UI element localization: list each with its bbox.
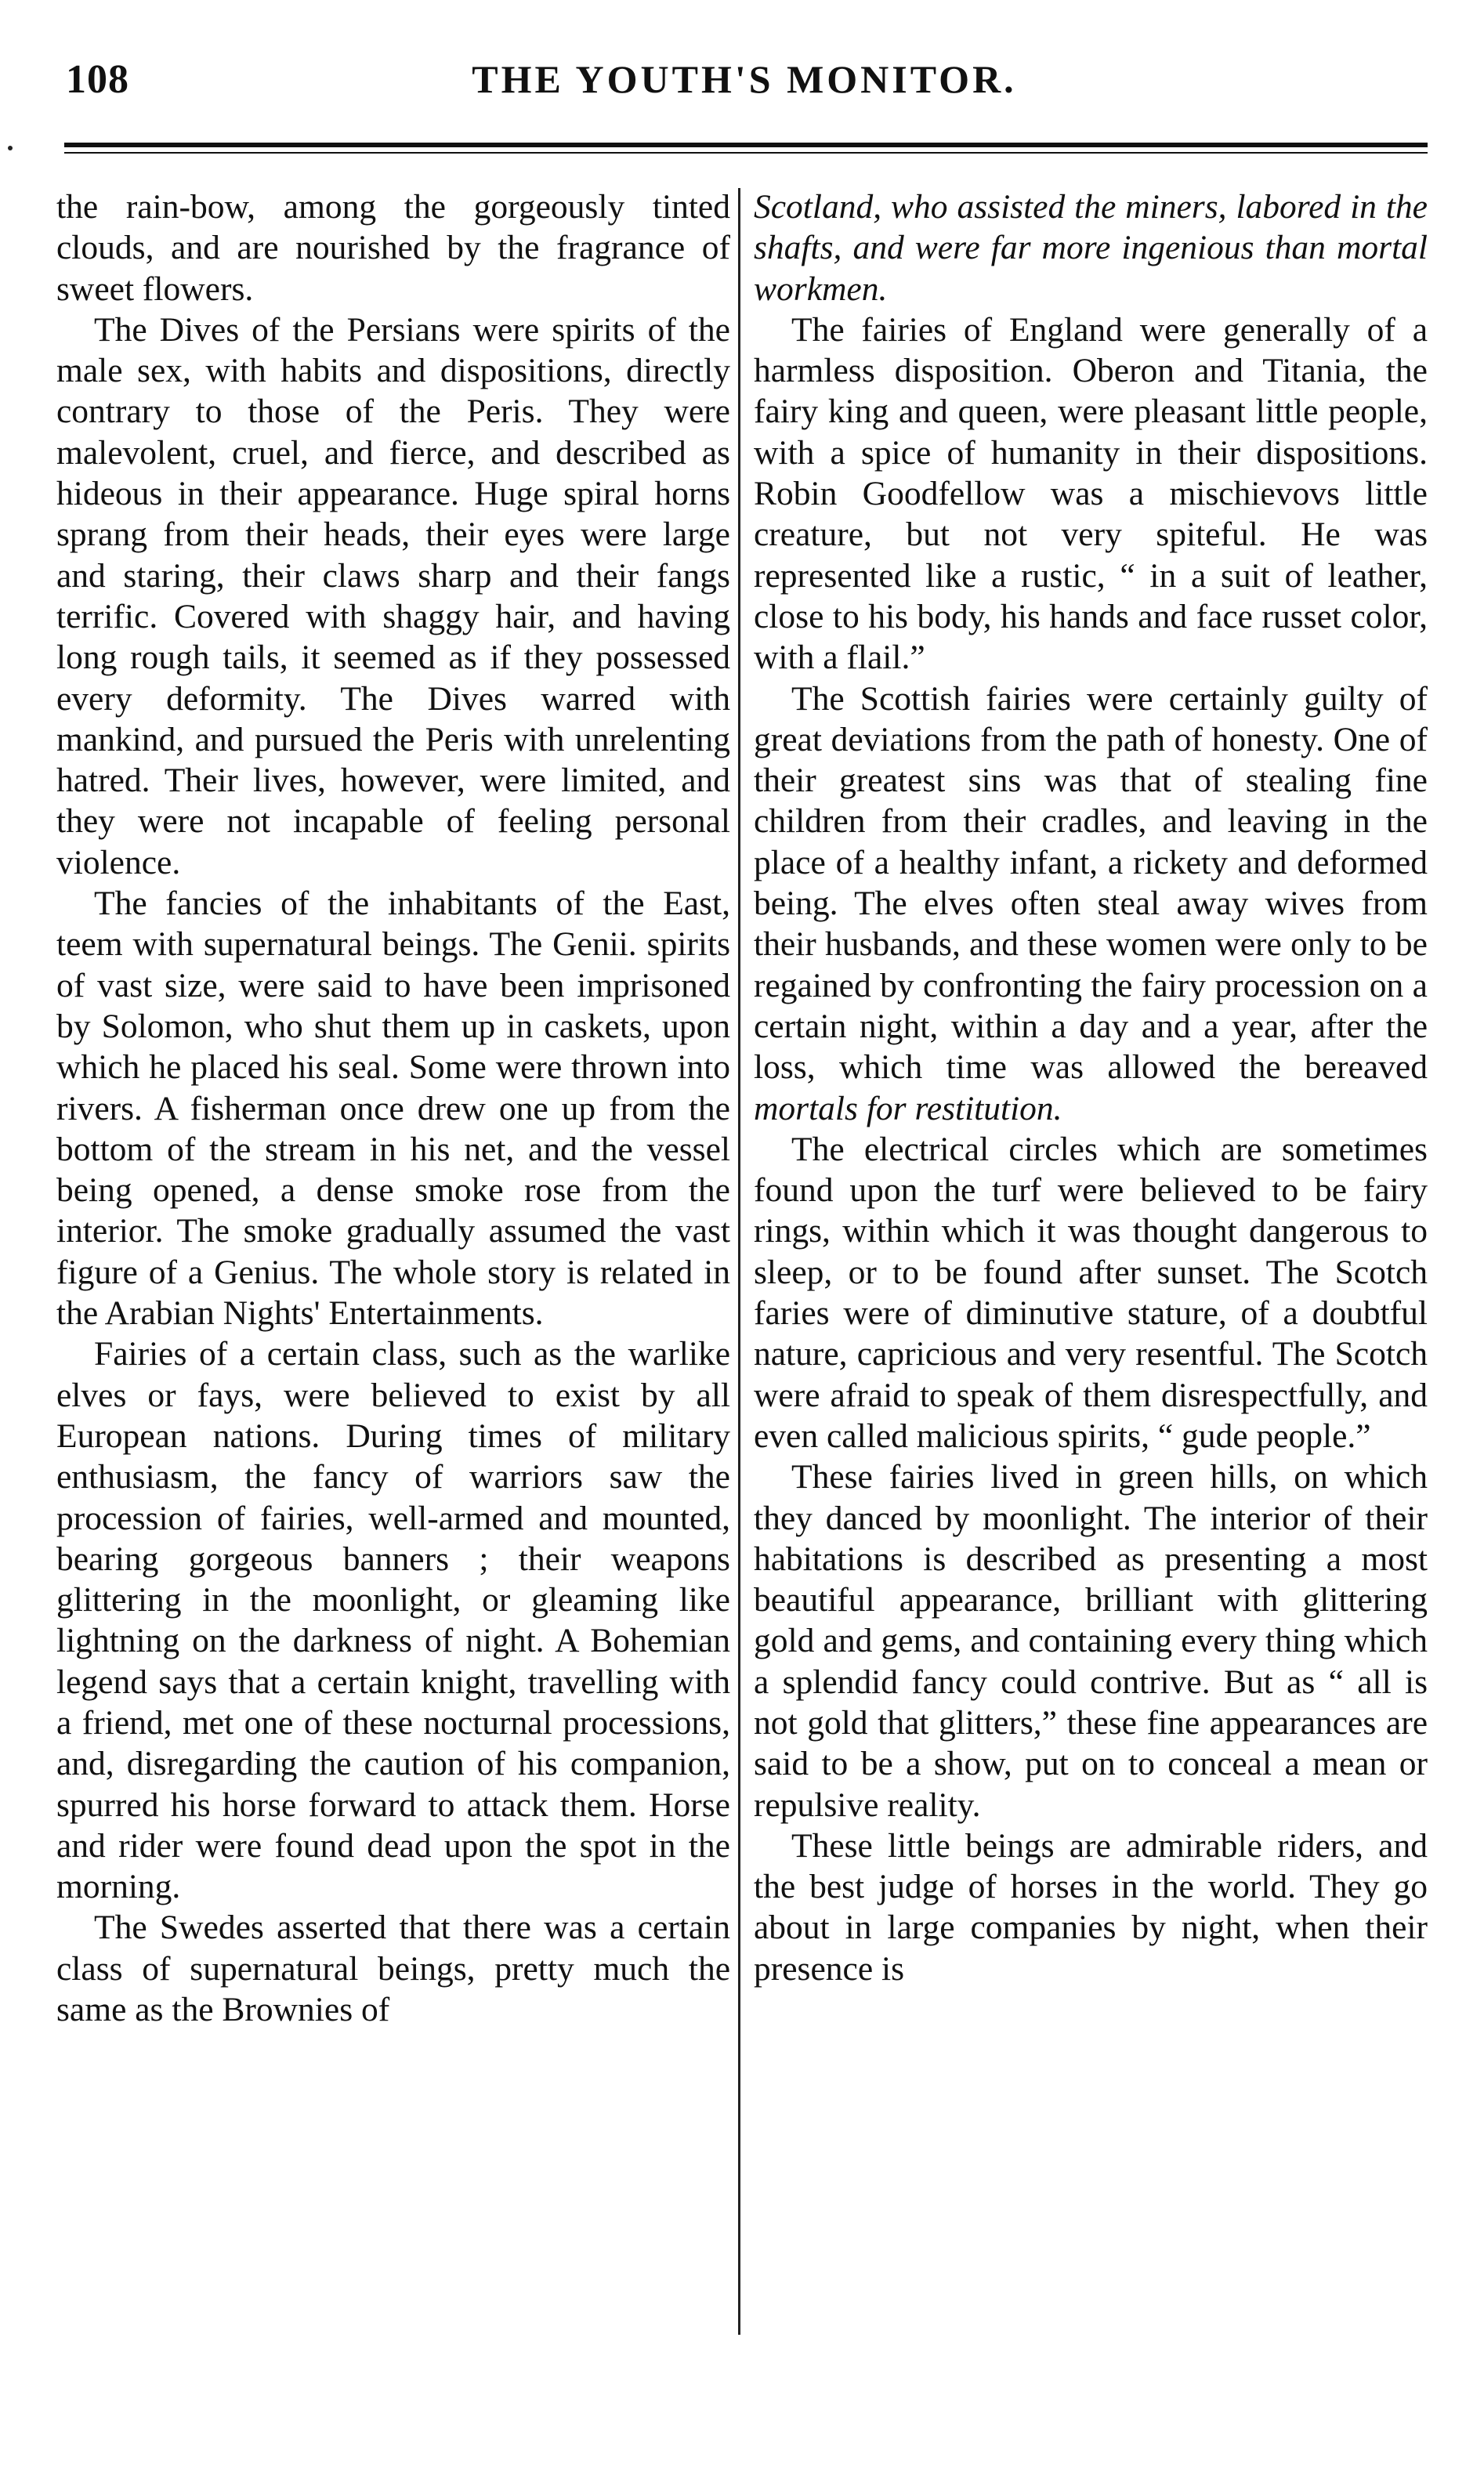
right-paragraph-5: These fairies lived in green hills, on which they danced by moonlight. The interior of their habitations is described as presenting a most beautiful appearance, brilliant with glittering gold and gems, and containing every thing which a splendid fancy could contrive. But as “ all is not gold that glitters,” these fine appearances are said to be a show, put on to conceal a mean or repulsive reality. <box>754 1458 1428 1824</box>
page-number: 108 <box>66 57 129 102</box>
right-paragraph-3 <box>754 678 1428 1129</box>
page-header <box>55 56 1434 111</box>
right-paragraph-3-text: The Scottish fairies were certainly guilty of great deviations from the path of honesty. One of their greatest sins was that of stealing fine children from their cradles, and leaving in the place of a healthy infant, a rickety and deformed being. The elves often steal away wives from their husbands, and these women were only to be regained by confronting the fairy procession on a certain night, within a day and a year, after the loss, which time was allowed the bereaved <box>754 679 1428 1087</box>
left-paragraph-5: The Swedes asserted that there was a certain class of supernatural beings, pretty much the same as the Brownies of <box>56 1909 730 2029</box>
right-paragraph-3-italic: mortals for restitution. <box>754 1089 1062 1127</box>
right-column <box>754 186 1428 1989</box>
right-paragraph-6: These little beings are admirable riders, and the best judge of horses in the world. They go about in large companies by night, when their presence is <box>754 1826 1428 1988</box>
right-paragraph-1-text: Scotland, who assisted the miners, labored in the shafts, and were far more ingenious than mortal workmen. <box>754 188 1428 308</box>
header-rule-thin <box>64 152 1428 154</box>
left-paragraph-1: the rain-bow, among the gorgeously tinted clouds, and are nourished by the fragrance of sweet flowers. <box>56 188 730 308</box>
left-paragraph-4: Fairies of a certain class, such as the warlike elves or fays, were believed to exist by all European nations. During times of military enthusiasm, the fancy of warriors saw the procession of fairies, well-armed and mounted, bearing gorgeous banners ; their weapons glittering in the moonlight, or gleaming like lightning on the darkness of night. A Bohemian legend says that a certain knight, travelling with a friend, met one of these nocturnal processions, and, disregarding the caution of his companion, spurred his horse forward to attack them. Horse and rider were found dead upon the spot in the morning. <box>56 1335 730 1906</box>
column-divider <box>738 188 740 2335</box>
right-paragraph-4: The electrical circles which are sometimes found upon the turf were believed to be fairy rings, within which it was thought dangerous to sleep, or to be found after sunset. The Scotch faries were of diminutive stature, of a doubtful nature, capricious and very resentful. The Scotch were afraid to speak of them disrespectfully, and even called malicious spirits, “ gude people.” <box>754 1130 1428 1455</box>
right-paragraph-2: The fairies of England were generally of a harmless disposition. Oberon and Titania, the fairy king and queen, were pleasant little people, with a spice of humanity in their dispositions. Robin Goodfellow was a mischievovs little creature, but not very spiteful. He was represented like a rustic, “ in a suit of leather, close to his body, his hands and face russet color, with a flail.” <box>754 310 1428 677</box>
left-paragraph-2: The Dives of the Persians were spirits of the male sex, with habits and dispositions, directly contrary to those of the Peris. They were malevolent, cruel, and fierce, and described as hideous in their appearance. Huge spiral horns sprang from their heads, their eyes were large and staring, their claws sharp and their fangs terrific. Covered with shaggy hair, and having long rough tails, it seemed as if they possessed every deformity. The Dives warred with mankind, and pursued the Peris with unrelenting hatred. Their lives, however, were limited, and they were not incapable of feeling personal violence. <box>56 310 730 881</box>
right-paragraph-1 <box>754 186 1428 309</box>
running-title: THE YOUTH'S MONITOR. <box>472 57 1017 101</box>
left-column <box>56 186 730 2030</box>
left-paragraph-3: The fancies of the inhabitants of the East, teem with supernatural beings. The Genii. spirits of vast size, were said to have been imprisoned by Solomon, who shut them up in caskets, upon which he placed his seal. Some were thrown into rivers. A fisherman once drew one up from the bottom of the stream in his net, and the vessel being opened, a dense smoke rose from the interior. The smoke gradually assumed the vast figure of a Genius. The whole story is related in the Arabian Nights' Entertainments. <box>56 885 730 1333</box>
header-rule-thick <box>64 143 1428 147</box>
margin-dot <box>8 146 13 150</box>
